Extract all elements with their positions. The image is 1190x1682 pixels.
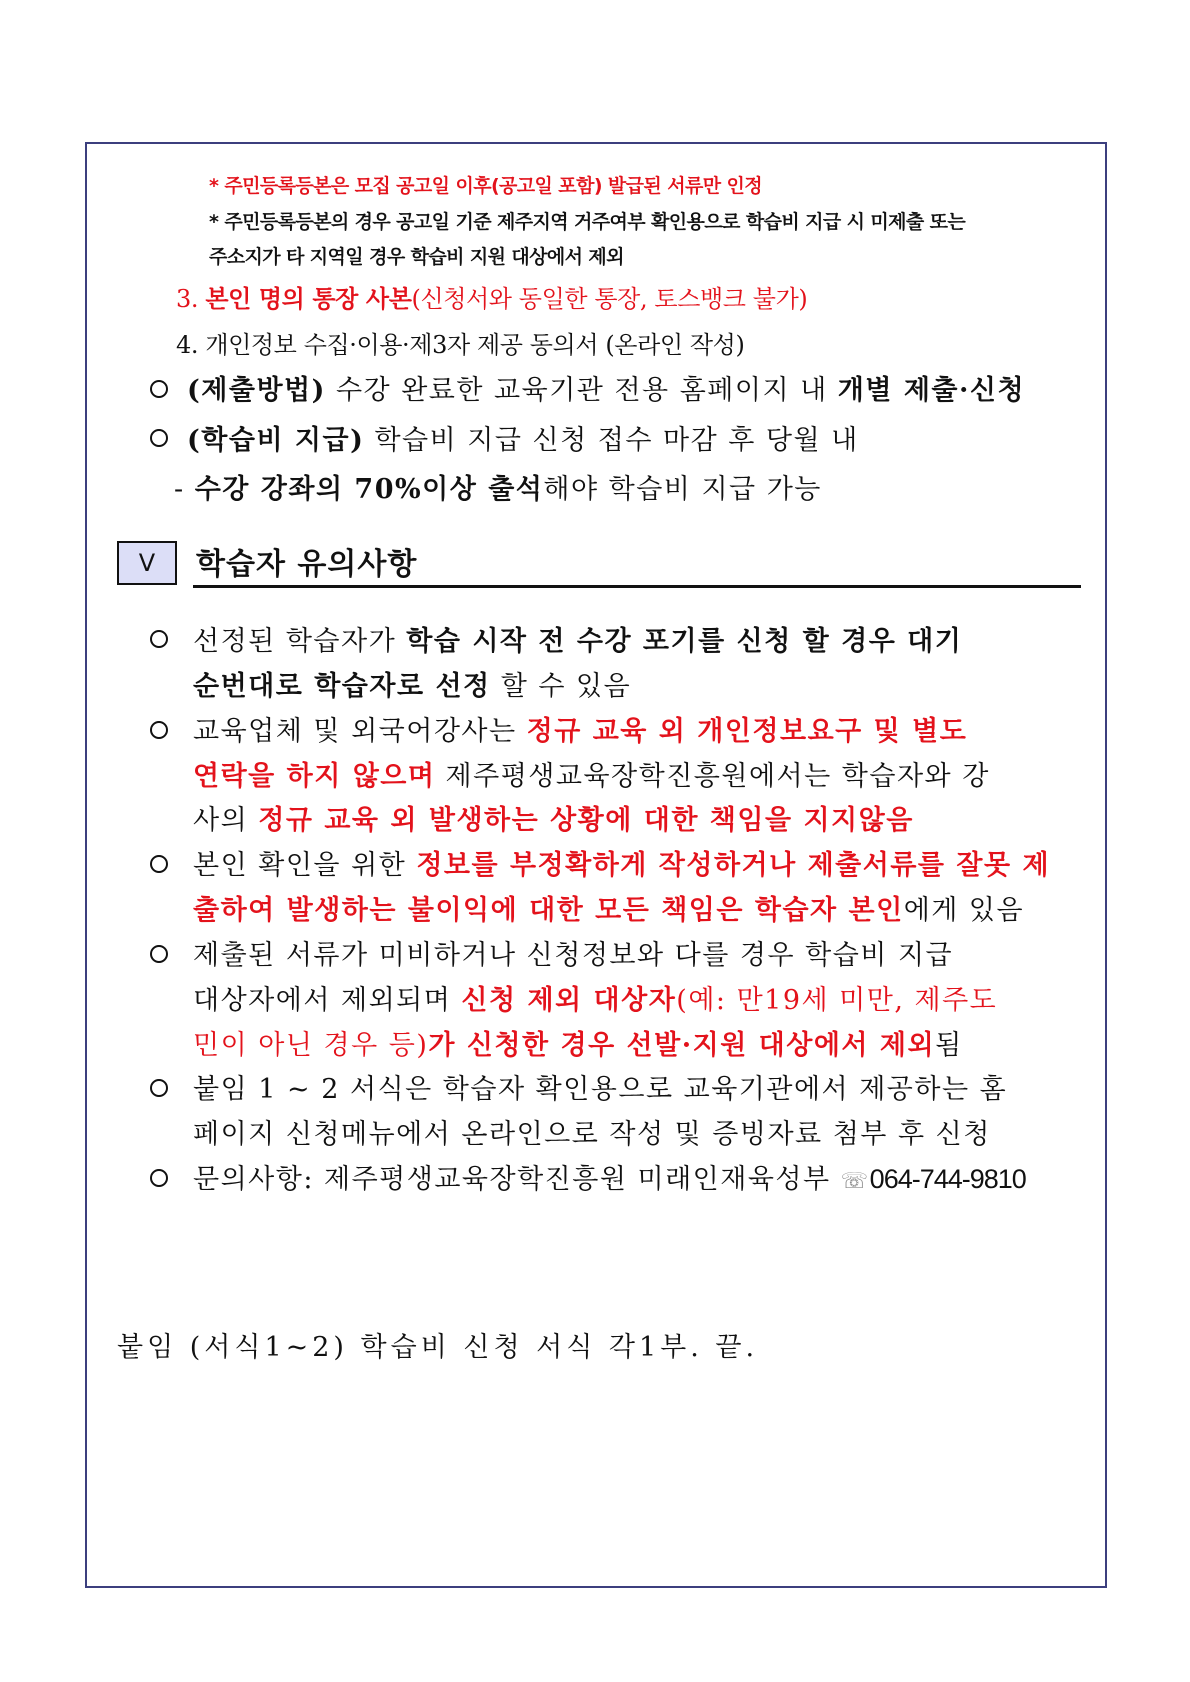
notice-item-4-red2: 가 신청한 경우 선발·지원 대상에서 제외 (428, 1030, 936, 1061)
circle-bullet-icon (146, 1075, 172, 1101)
submit-method-text: 수강 완료한 교육기관 전용 홈페이지 내 (325, 375, 838, 406)
notice-item-1-bold2: 순번대로 학습자로 선정 (193, 671, 491, 702)
notice-item-1-text: 선정된 학습자가 (193, 626, 407, 657)
notice-item-4-red-normal: (예: 만19세 미만, 제주도 (676, 985, 998, 1016)
notice-item-2-line1 (193, 709, 967, 748)
notice-item-3-line1 (193, 843, 1050, 882)
notice-item-2-red: 정규 교육 외 개인정보요구 및 별도 (526, 716, 968, 747)
circle-bullet-icon (146, 425, 172, 451)
section-title: 학습자 유의사항 (196, 547, 418, 582)
payment-text: 학습비 지급 신청 접수 마감 후 당월 내 (364, 425, 859, 456)
notice-item-3-red2: 출하여 발생하는 불이익에 대한 모든 책임은 학습자 본인 (193, 895, 904, 926)
doc-item-3 (176, 279, 807, 314)
payment-sub-line (174, 467, 822, 506)
notice-item-5-line2: 페이지 신청메뉴에서 온라인으로 작성 및 증빙자료 첨부 후 신청 (193, 1119, 991, 1150)
notice-item-4-red: 신청 제외 대상자 (461, 985, 677, 1016)
doc-item-3-num: 3. (176, 285, 199, 313)
notice-item-2-red3: 정규 교육 외 발생하는 상황에 대한 책임을 지지않음 (258, 805, 914, 836)
payment-sub-dash: - (174, 474, 195, 505)
circle-bullet-icon (146, 717, 172, 743)
circle-bullet-icon (146, 1165, 172, 1191)
notice-item-3-text: 본인 확인을 위한 (193, 850, 417, 881)
circle-bullet-icon (146, 376, 172, 402)
inquiry-text: 문의사항: 제주평생교육장학진흥원 미래인재육성부 (193, 1164, 841, 1195)
note-residence-line2: 주소지가 타 지역일 경우 학습비 지원 대상에서 제외 (209, 246, 624, 268)
notice-item-2-line2 (193, 754, 990, 793)
notice-item-4-text2: 됨 (935, 1030, 963, 1061)
inquiry-phone-number: 064-744-9810 (869, 1164, 1026, 1194)
notice-item-4-line2 (193, 978, 997, 1017)
notice-item-2-text2: 제주평생교육장학진흥원에서는 학습자와 강 (435, 761, 990, 792)
phone-icon: ☏ (840, 1169, 870, 1194)
submit-method-line (187, 368, 1025, 407)
section-underline (193, 585, 1081, 588)
doc-item-4: 4. 개인정보 수집·이용·제3자 제공 동의서 (온라인 작성) (176, 331, 745, 359)
notice-item-1-bold: 학습 시작 전 수강 포기를 신청 할 경우 대기 (406, 626, 963, 657)
notice-item-4-line3 (193, 1023, 963, 1062)
note-issue-date: * 주민등록등본은 모집 공고일 이후(공고일 포함) 발급된 서류만 인정 (209, 175, 762, 197)
circle-bullet-icon (146, 941, 172, 967)
note-residence-line1: * 주민등록등본의 경우 공고일 기준 제주지역 거주여부 확인용으로 학습비 지급 시 미제출 또는 (209, 211, 966, 233)
attachment-line: 붙임 (서식1~2) 학습비 신청 서식 각1부. 끝. (117, 1332, 759, 1363)
notice-item-3-line2 (193, 888, 1024, 927)
notice-item-1-line1 (193, 619, 962, 658)
payment-label: (학습비 지급) (187, 425, 365, 456)
notice-item-3-red: 정보를 부정확하게 작성하거나 제출서류를 잘못 제 (416, 850, 1051, 881)
notice-item-2-red2: 연락을 하지 않으며 (193, 761, 436, 792)
notice-item-4-text: 대상자에서 제외되며 (193, 985, 462, 1016)
notice-item-5-line1: 붙임 1 ~ 2 서식은 학습자 확인용으로 교육기관에서 제공하는 홈 (193, 1074, 1008, 1105)
doc-item-3-bold: 본인 명의 통장 사본 (205, 284, 412, 313)
notice-item-2-text: 교육업체 및 외국어강사는 (193, 716, 527, 747)
notice-item-4-red-normal2: 민이 아닌 경우 등) (193, 1030, 429, 1061)
notice-item-1-line2 (193, 664, 631, 703)
section-number-box: V (117, 541, 177, 585)
submit-method-bold: 개별 제출·신청 (837, 375, 1026, 406)
circle-bullet-icon (146, 626, 172, 652)
notice-item-2-line3 (193, 798, 914, 837)
payment-sub-rest: 해야 학습비 지급 가능 (543, 474, 822, 505)
notice-item-6-line (193, 1157, 1026, 1196)
payment-line (187, 418, 859, 457)
submit-method-label: (제출방법) (187, 375, 326, 406)
notice-item-2-text3: 사의 (193, 805, 259, 836)
payment-sub-bold: 수강 강좌의 70%이상 출석 (194, 474, 544, 505)
notice-item-4-line1: 제출된 서류가 미비하거나 신청정보와 다를 경우 학습비 지급 (193, 940, 954, 971)
notice-item-3-text2: 에게 있음 (903, 895, 1025, 926)
circle-bullet-icon (146, 851, 172, 877)
doc-item-3-rest: (신청서와 동일한 통장, 토스뱅크 불가) (411, 285, 808, 313)
notice-item-1-text2: 할 수 있음 (490, 671, 632, 702)
